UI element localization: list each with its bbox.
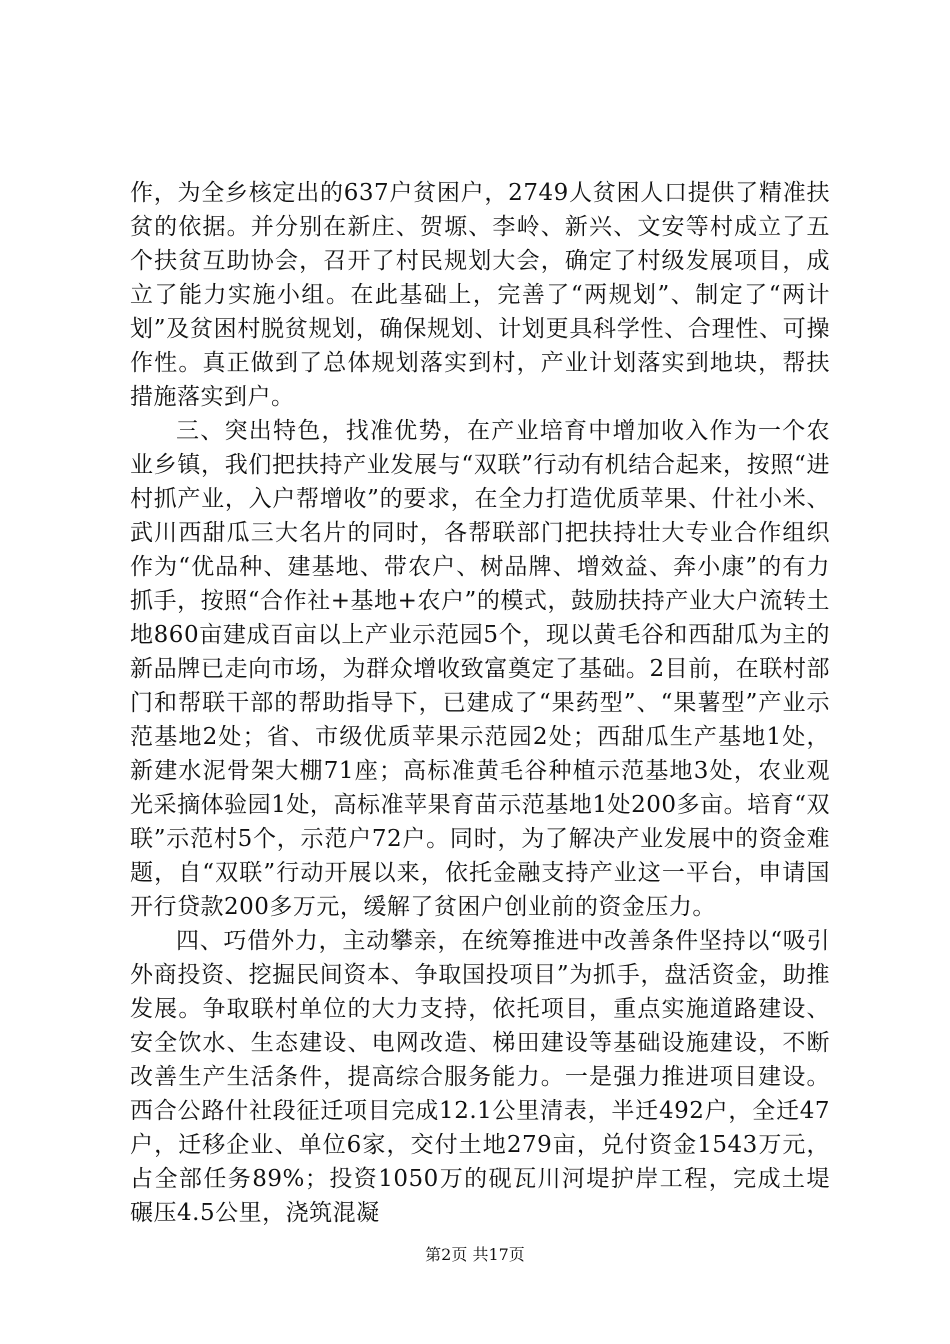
document-body [130, 176, 830, 1230]
paragraph-section-three: 三、突出特色，找准优势，在产业培育中增加收入作为一个农业乡镇，我们把扶持产业发展与“双联”行动有机结合起来，按照“进村抓产业，入户帮增收”的要求，在全力打造优质苹果、什社小米、武川西甜瓜三大名片的同时，各帮联部门把扶持壮大专业合作组织作为“优品种、建基地、带农户、树品牌、增效益、奔小康”的有力抓手，按照“合作社+基地+农户”的模式，鼓励扶持产业大户流转土地860亩建成百亩以上产业示范园5个，现以黄毛谷和西甜瓜为主的新品牌已走向市场，为群众增收致富奠定了基础。2目前，在联村部门和帮联干部的帮助指导下，已建成了“果药型”、“果薯型”产业示范基地2处；省、市级优质苹果示范园2处；西甜瓜生产基地1处，新建水泥骨架大棚71座；高标准黄毛谷种植示范基地3处，农业观光采摘体验园1处，高标准苹果育苗示范基地1处200多亩。培育“双联”示范村5个，示范户72户。同时，为了解决产业发展中的资金难题，自“双联”行动开展以来，依托金融支持产业这一平台，申请国开行贷款200多万元，缓解了贫困户创业前的资金压力。 [130, 418, 830, 920]
paragraph-section-four: 四、巧借外力，主动攀亲，在统筹推进中改善条件坚持以“吸引外商投资、挖掘民间资本、争取国投项目”为抓手，盘活资金，助推发展。争取联村单位的大力支持，依托项目，重点实施道路建设、安全饮水、生态建设、电网改造、梯田建设等基础设施建设，不断改善生产生活条件，提高综合服务能力。一是强力推进项目建设。西合公路什社段征迁项目完成12.1公里清表，半迁492户，全迁47户，迁移企业、单位6家，交付土地279亩，兑付资金1543万元，占全部任务89%；投资1050万的砚瓦川河堤护岸工程，完成土堤碾压4.5公里，浇筑混凝 [130, 928, 830, 1226]
page-number: 第2页 共17页 [425, 1245, 525, 1264]
page-footer [0, 1245, 950, 1265]
paragraph-continuation: 作，为全乡核定出的637户贫困户，2749人贫困人口提供了精准扶贫的依据。并分别在新庄、贺塬、李岭、新兴、文安等村成立了五个扶贫互助协会，召开了村民规划大会，确定了村级发展项目，成立了能力实施小组。在此基础上，完善了“两规划”、制定了“两计划”及贫困村脱贫规划，确保规划、计划更具科学性、合理性、可操作性。真正做到了总体规划落实到村，产业计划落实到地块，帮扶措施落实到户。 [130, 180, 830, 410]
